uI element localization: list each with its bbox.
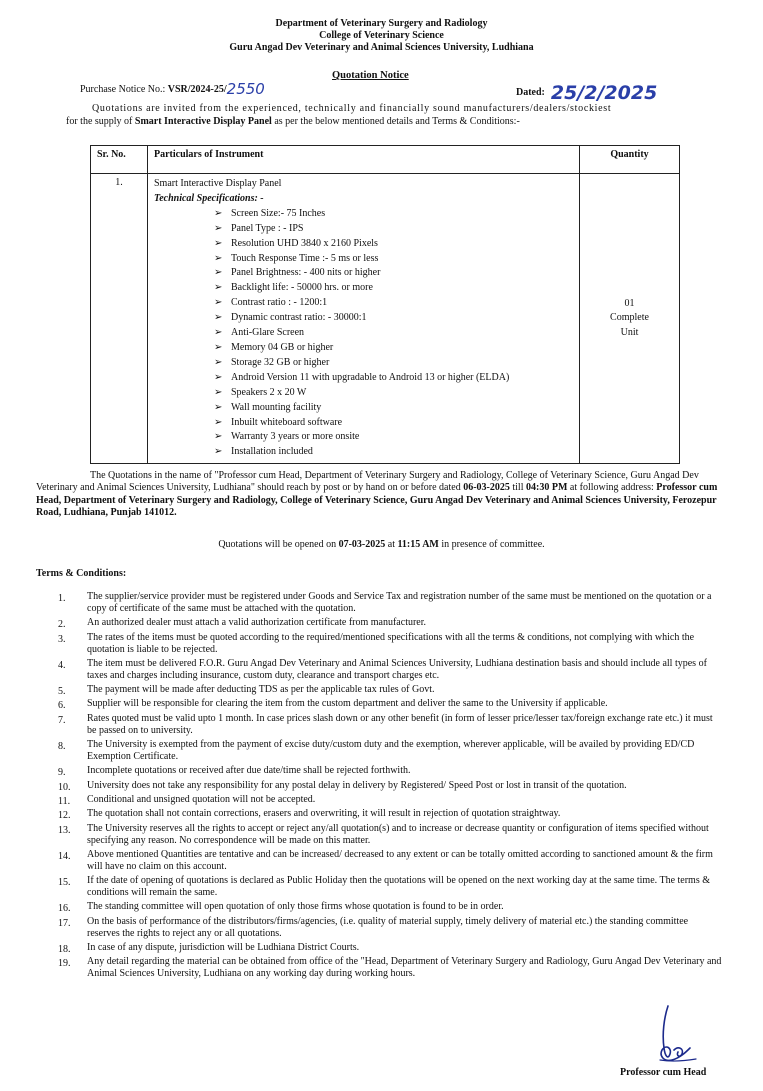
spec-text: Anti-Glare Screen	[231, 327, 305, 339]
intro-line-2: for the supply of Smart Interactive Display Panel as per the below mentioned details and Terms & Conditions:-	[66, 115, 520, 127]
arrow-bullet-icon: ➢	[214, 222, 223, 234]
spec-item	[214, 207, 573, 222]
spec-item	[214, 326, 573, 341]
notice-date	[516, 78, 658, 104]
dated-label: Dated:	[516, 87, 545, 98]
item-name-bold: Smart Interactive Display Panel	[134, 115, 272, 127]
opening-line: Quotations will be opened on 07-03-2025 at 11:15 AM in presence of committee.	[218, 539, 545, 550]
term-text: Any detail regarding the material can be obtained from office of the "Head, Department of Veterinary Surgery and Radiology, Guru Angad Dev Veterinary and Animal Sciences University, Ludhiana on any working day during working hours.	[87, 956, 722, 980]
arrow-bullet-icon: ➢	[214, 371, 223, 383]
spec-item	[214, 371, 573, 386]
term-text: The University is exempted from the payment of excise duty/custom duty and the exemption, wherever applicable, will be availed by providing ED/CD Exemption Certificate.	[87, 739, 695, 763]
term-text: An authorized dealer must attach a valid authorization certificate from manufacturer.	[87, 617, 427, 629]
quantity-complete: Complete	[610, 312, 649, 324]
term-number: 4.	[58, 659, 66, 671]
handwritten-notice-number: 2550	[226, 80, 265, 98]
term-number: 9.	[58, 767, 66, 779]
spec-item	[214, 296, 573, 311]
due-date: 06-03-2025	[463, 482, 510, 494]
arrow-bullet-icon: ➢	[214, 327, 223, 339]
term-item	[58, 875, 723, 899]
arrow-bullet-icon: ➢	[214, 252, 223, 264]
handwritten-date: 25/2/2025	[550, 82, 658, 104]
term-number: 10.	[58, 781, 71, 793]
purchase-notice-label: Purchase Notice No.:	[80, 84, 168, 95]
arrow-bullet-icon: ➢	[214, 386, 223, 398]
term-item	[58, 823, 723, 847]
table-header-row	[91, 146, 680, 174]
spec-item	[214, 252, 573, 267]
term-item	[58, 591, 723, 615]
intro-paragraph	[66, 103, 746, 128]
spec-text: Memory 04 GB or higher	[231, 341, 334, 353]
university-heading: Guru Angad Dev Veterinary and Animal Sciences University, Ludhiana	[229, 42, 534, 53]
arrow-bullet-icon: ➢	[214, 297, 223, 309]
terms-list	[58, 591, 723, 983]
term-number: 2.	[58, 619, 66, 631]
spec-item	[214, 356, 573, 371]
term-item	[58, 617, 723, 629]
term-text: The quotation shall not contain corrections, erasers and overwriting, it will result in rejection of quotation straightway.	[87, 808, 561, 820]
particulars-cell	[148, 174, 580, 464]
term-item	[58, 739, 723, 763]
term-number: 19.	[58, 958, 71, 970]
sr-no-cell: 1.	[91, 174, 148, 464]
arrow-bullet-icon: ➢	[214, 267, 223, 279]
submission-paragraph: The Quotations in the name of "Professor cum Head, Department of Veterinary Surgery and Radiology, College of Veterinary Science, Guru Angad Dev Veterinary and Animal Sciences University, Ludhiana" should reach by post or by hand on or before dated 06-03-2025 till 04:30 PM at following address: Professor cum Head, Department of Veterinary Surgery and Radiology, College of Veterinary Science, Guru Angad Dev Veterinary and Animal Sciences University, Ferozepur Road, Ludhiana, Punjab 141012.	[36, 470, 718, 518]
term-text: Above mentioned Quantities are tentative and can be increased/ decreased to any extent or can be totally omitted according to sanctioned amount & the firm will have no claim on this account.	[87, 848, 713, 872]
spec-text: Panel Type : - IPS	[231, 222, 304, 234]
spec-item	[214, 341, 573, 356]
term-item	[58, 901, 723, 913]
intro-line-1: Quotations are invited from the experienced, technically and financially sound manufacturers/dealers/stockiest	[92, 103, 612, 114]
spec-item	[214, 416, 573, 431]
spec-heading: Technical Specifications: -	[154, 192, 264, 204]
opening-date: 07-03-2025	[338, 539, 386, 550]
college-heading: College of Veterinary Science	[319, 30, 444, 41]
spec-text: Inbuilt whiteboard software	[231, 416, 343, 428]
spec-text: Screen Size:- 75 Inches	[231, 207, 326, 219]
header-sr-no: Sr. No.	[91, 146, 148, 174]
term-number: 11.	[58, 795, 71, 807]
term-number: 1.	[58, 593, 66, 604]
term-number: 3.	[58, 633, 66, 645]
arrow-bullet-icon: ➢	[214, 207, 223, 219]
arrow-bullet-icon: ➢	[214, 356, 223, 368]
term-text: If the date of opening of quotations is declared as Public Holiday then the quotations will be opened on the next working day at the same time. The terms & conditions will remain the same.	[87, 875, 710, 899]
term-item	[58, 765, 723, 777]
instrument-table	[90, 145, 680, 464]
term-text: The University reserves all the rights to accept or reject any/all quotation(s) and to increase or decrease quantity or configuration of items specified without specifying any reason. No correspondence will be made on this matter.	[87, 822, 709, 846]
term-item	[58, 684, 723, 696]
term-item	[58, 780, 723, 792]
spec-item	[214, 222, 573, 237]
spec-item	[214, 386, 573, 401]
term-number: 13.	[58, 824, 71, 836]
quantity-number: 01	[624, 297, 635, 309]
quantity-unit: Unit	[620, 326, 639, 338]
term-item	[58, 658, 723, 682]
term-item	[58, 808, 723, 820]
spec-item	[214, 281, 573, 296]
term-item	[58, 698, 723, 710]
header-quantity: Quantity	[580, 146, 680, 174]
spec-text: Wall mounting facility	[231, 401, 322, 413]
due-time: 04:30 PM	[526, 482, 568, 494]
term-text: University does not take any responsibility for any postal delay in delivery by Registered/ Speed Post or lost in transit of the quotation.	[87, 779, 627, 791]
arrow-bullet-icon: ➢	[214, 282, 223, 294]
spec-item	[214, 266, 573, 281]
terms-title: Terms & Conditions:	[36, 568, 127, 579]
arrow-bullet-icon: ➢	[214, 312, 223, 324]
arrow-bullet-icon: ➢	[214, 237, 223, 249]
spec-item	[214, 430, 573, 445]
table-row	[91, 174, 680, 464]
term-text: The supplier/service provider must be registered under Goods and Service Tax and registration number of the same must be mentioned on the quotation or a copy of certificate of the same must be attached with the quotation.	[87, 591, 712, 614]
term-item	[58, 632, 723, 656]
term-number: 6.	[58, 700, 66, 712]
term-text: Supplier will be responsible for clearing the item from the custom department and deliver the same to the University if applicable.	[87, 698, 608, 710]
spec-item	[214, 401, 573, 416]
signature-mark	[650, 1004, 700, 1064]
term-text: Rates quoted must be valid upto 1 month. In case prices slash down or any other benefit (in form of lesser price/lesser tax/foreign exchange rate etc.) it must be passed on to university.	[87, 712, 713, 736]
term-item	[58, 942, 723, 954]
spec-text: Dynamic contrast ratio: - 30000:1	[231, 312, 367, 324]
term-text: The standing committee will open quotation of only those firms whose quotation is found to be in order.	[87, 901, 504, 913]
term-text: The item must be delivered F.O.R. Guru Angad Dev Veterinary and Animal Sciences University, Ludhiana destination basis and should include all types of taxes and charges including insurance, custom duty, clearance and transport charges etc.	[87, 657, 707, 681]
arrow-bullet-icon: ➢	[214, 431, 223, 443]
term-number: 14.	[58, 850, 71, 862]
term-number: 15.	[58, 877, 71, 889]
spec-text: Resolution UHD 3840 x 2160 Pixels	[231, 237, 378, 249]
submission-address: Professor cum Head, Department of Veterinary Surgery and Radiology, College of Veterinary Science, Guru Angad Dev Veterinary and Animal Sciences University, Ferozepur Road, Ludhiana, Punjab 141012.	[36, 482, 718, 518]
notice-title: Quotation Notice	[332, 70, 409, 81]
term-text: Conditional and unsigned quotation will not be accepted.	[87, 793, 316, 805]
term-item	[58, 916, 723, 940]
term-number: 16.	[58, 903, 71, 915]
signatory-title: Professor cum Head	[620, 1067, 707, 1078]
arrow-bullet-icon: ➢	[214, 446, 223, 458]
term-item	[58, 794, 723, 806]
spec-text: Android Version 11 with upgradable to Android 13 or higher (ELDA)	[231, 371, 510, 383]
term-number: 17.	[58, 917, 71, 929]
header-particulars: Particulars of Instrument	[148, 146, 580, 174]
spec-item	[214, 311, 573, 326]
spec-text: Storage 32 GB or higher	[231, 356, 330, 368]
purchase-notice-number	[80, 78, 265, 96]
spec-item	[214, 237, 573, 252]
spec-text: Speakers 2 x 20 W	[231, 386, 307, 398]
spec-item	[214, 445, 573, 460]
spec-text: Contrast ratio : - 1200:1	[231, 297, 328, 309]
term-text: The rates of the items must be quoted according to the required/mentioned specifications with all the terms & conditions, not complying with which the quotation is liable to be rejected.	[87, 631, 695, 655]
notice-row	[80, 70, 680, 104]
term-text: In case of any dispute, jurisdiction will be Ludhiana District Courts.	[87, 942, 360, 954]
term-item	[58, 849, 723, 873]
spec-text: Touch Response Time :- 5 ms or less	[231, 252, 379, 264]
spec-list	[214, 207, 573, 460]
spec-text: Warranty 3 years or more onsite	[231, 431, 360, 443]
purchase-notice-code: VSR/2024-25/	[167, 84, 227, 95]
spec-text: Installation included	[231, 446, 313, 458]
term-text: On the basis of performance of the distributors/firms/agencies, (i.e. quality of material supply, timely delivery of material etc.) the standing committee reserves the rights to reject any or all quotations.	[87, 915, 689, 939]
arrow-bullet-icon: ➢	[214, 416, 223, 428]
term-number: 7.	[58, 714, 66, 726]
spec-text: Panel Brightness: - 400 nits or higher	[231, 267, 381, 279]
term-number: 18.	[58, 944, 71, 956]
term-number: 5.	[58, 686, 66, 698]
term-number: 8.	[58, 741, 66, 753]
quantity-cell	[580, 174, 680, 464]
spec-text: Backlight life: - 50000 hrs. or more	[231, 282, 373, 294]
term-item	[58, 956, 723, 980]
arrow-bullet-icon: ➢	[214, 341, 223, 353]
arrow-bullet-icon: ➢	[214, 401, 223, 413]
opening-time: 11:15 AM	[397, 539, 439, 550]
item-name: Smart Interactive Display Panel	[154, 178, 282, 189]
department-heading: Department of Veterinary Surgery and Radiology	[275, 18, 488, 29]
term-text: Incomplete quotations or received after due date/time shall be rejected forthwith.	[87, 765, 411, 777]
term-item	[58, 713, 723, 737]
term-number: 12.	[58, 810, 71, 822]
term-text: The payment will be made after deducting TDS as per the applicable tax rules of Govt.	[87, 684, 435, 696]
